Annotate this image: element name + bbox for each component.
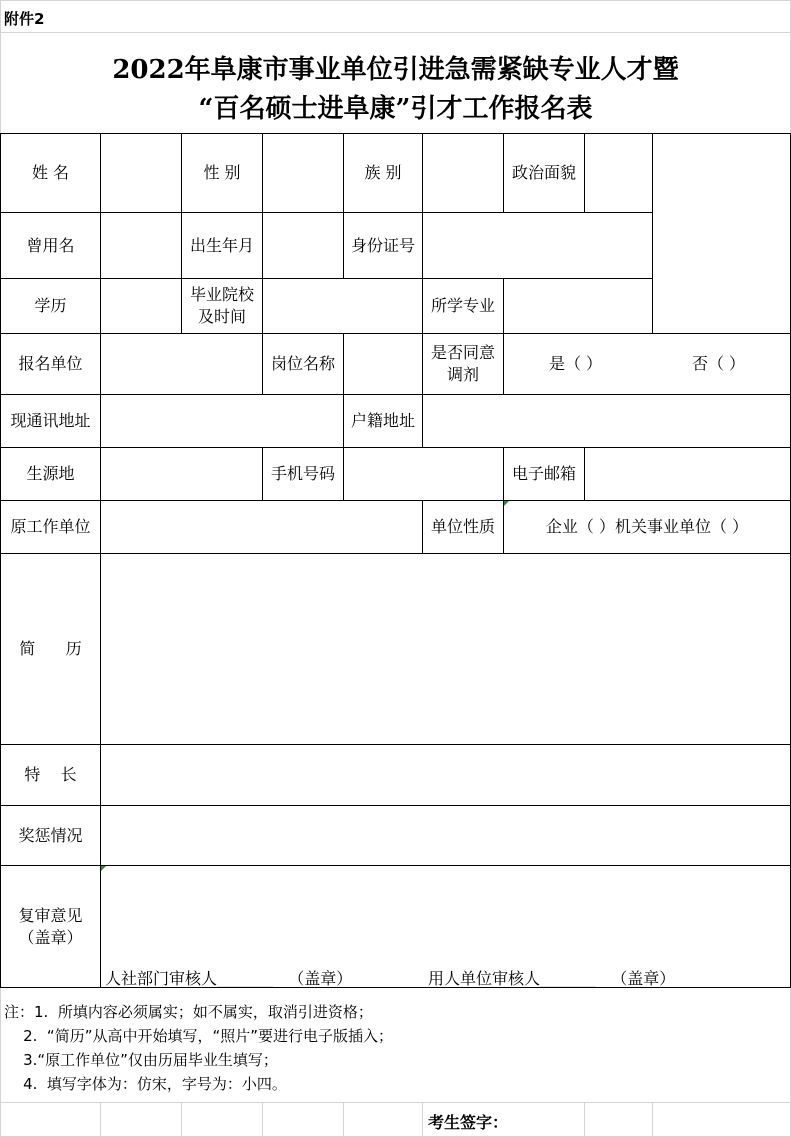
signature-label: 考生签字： (428, 1113, 509, 1132)
label-phone: 手机号码 (270, 464, 335, 483)
education-field[interactable] (101, 279, 181, 333)
label-email: 电子邮箱 (511, 464, 576, 483)
adjust-yes-option[interactable]: 是（ ） (548, 354, 603, 373)
label-hukou: 户籍地址 (350, 411, 415, 430)
birth-field[interactable] (263, 213, 343, 278)
ethnicity-field[interactable] (423, 134, 503, 212)
specialty-field[interactable] (101, 745, 790, 805)
label-ethnicity: 族 别 (364, 163, 402, 182)
awards-field[interactable] (101, 806, 790, 865)
label-school-time: 毕业院校 及时间 (189, 285, 254, 326)
label-specialty: 特 长 (24, 765, 77, 784)
label-awards: 奖惩情况 (18, 825, 83, 845)
label-birth: 出生年月 (189, 235, 254, 255)
label-education: 学历 (34, 296, 67, 315)
label-adjust: 是否同意 调剂 (430, 343, 495, 384)
id-number-field[interactable] (423, 213, 652, 278)
label-political: 政治面貌 (511, 163, 576, 182)
label-gender: 性 别 (203, 163, 241, 182)
apply-unit-field[interactable] (101, 334, 262, 394)
unit-nature-options[interactable]: 企业（ ）机关事业单位（ ） (545, 517, 749, 536)
label-former-employer: 原工作单位 (10, 517, 91, 536)
label-post-name: 岗位名称 (270, 354, 335, 373)
hukou-field[interactable] (423, 395, 790, 447)
political-field[interactable] (585, 134, 652, 212)
note-4: 4. 填写字体为：仿宋，字号为：小四。 (4, 1075, 287, 1093)
former-employer-field[interactable] (101, 501, 422, 553)
label-review: 复审意见 （盖章） (18, 905, 83, 947)
hr-reviewer-line: 人社部门审核人_______ （盖章） (105, 969, 353, 988)
major-field[interactable] (504, 279, 652, 333)
employer-reviewer-line: 用人单位审核人_______ （盖章） (428, 969, 676, 988)
post-name-field[interactable] (344, 334, 422, 394)
email-field[interactable] (585, 448, 790, 500)
origin-field[interactable] (101, 448, 262, 500)
photo-cell[interactable] (653, 134, 790, 333)
label-name: 姓 名 (31, 163, 70, 182)
label-major: 所学专业 (430, 296, 495, 315)
gender-field[interactable] (263, 134, 343, 212)
label-address: 现通讯地址 (10, 411, 91, 430)
adjust-no-option[interactable]: 否（ ） (691, 354, 746, 373)
former-name-field[interactable] (101, 213, 181, 278)
label-id-number: 身份证号 (350, 235, 415, 255)
note-1: 注：1. 所填内容必须属实；如不属实，取消引进资格； (4, 1003, 373, 1021)
label-apply-unit: 报名单位 (18, 354, 83, 373)
label-unit-nature: 单位性质 (430, 517, 495, 536)
resume-field[interactable] (101, 554, 790, 744)
phone-field[interactable] (344, 448, 503, 500)
school-time-field[interactable] (263, 279, 422, 333)
label-origin: 生源地 (26, 464, 75, 483)
attachment-label: 附件2 (4, 10, 45, 28)
adjust-options (504, 334, 790, 394)
label-former-name: 曾用名 (26, 235, 75, 255)
address-field[interactable] (101, 395, 343, 447)
form-title-line2: “百名硕士进阜康”引才工作报名表 (198, 94, 593, 124)
name-field[interactable] (101, 134, 181, 212)
form-title-line1: 2022年阜康市事业单位引进急需紧缺专业人才暨 (112, 55, 679, 85)
review-field[interactable] (101, 866, 790, 987)
note-2: 2. “简历”从高中开始填写，“照片”要进行电子版插入； (4, 1027, 394, 1045)
note-3: 3.“原工作单位”仅由历届毕业生填写； (4, 1051, 278, 1069)
label-resume: 简 历 (19, 639, 82, 658)
